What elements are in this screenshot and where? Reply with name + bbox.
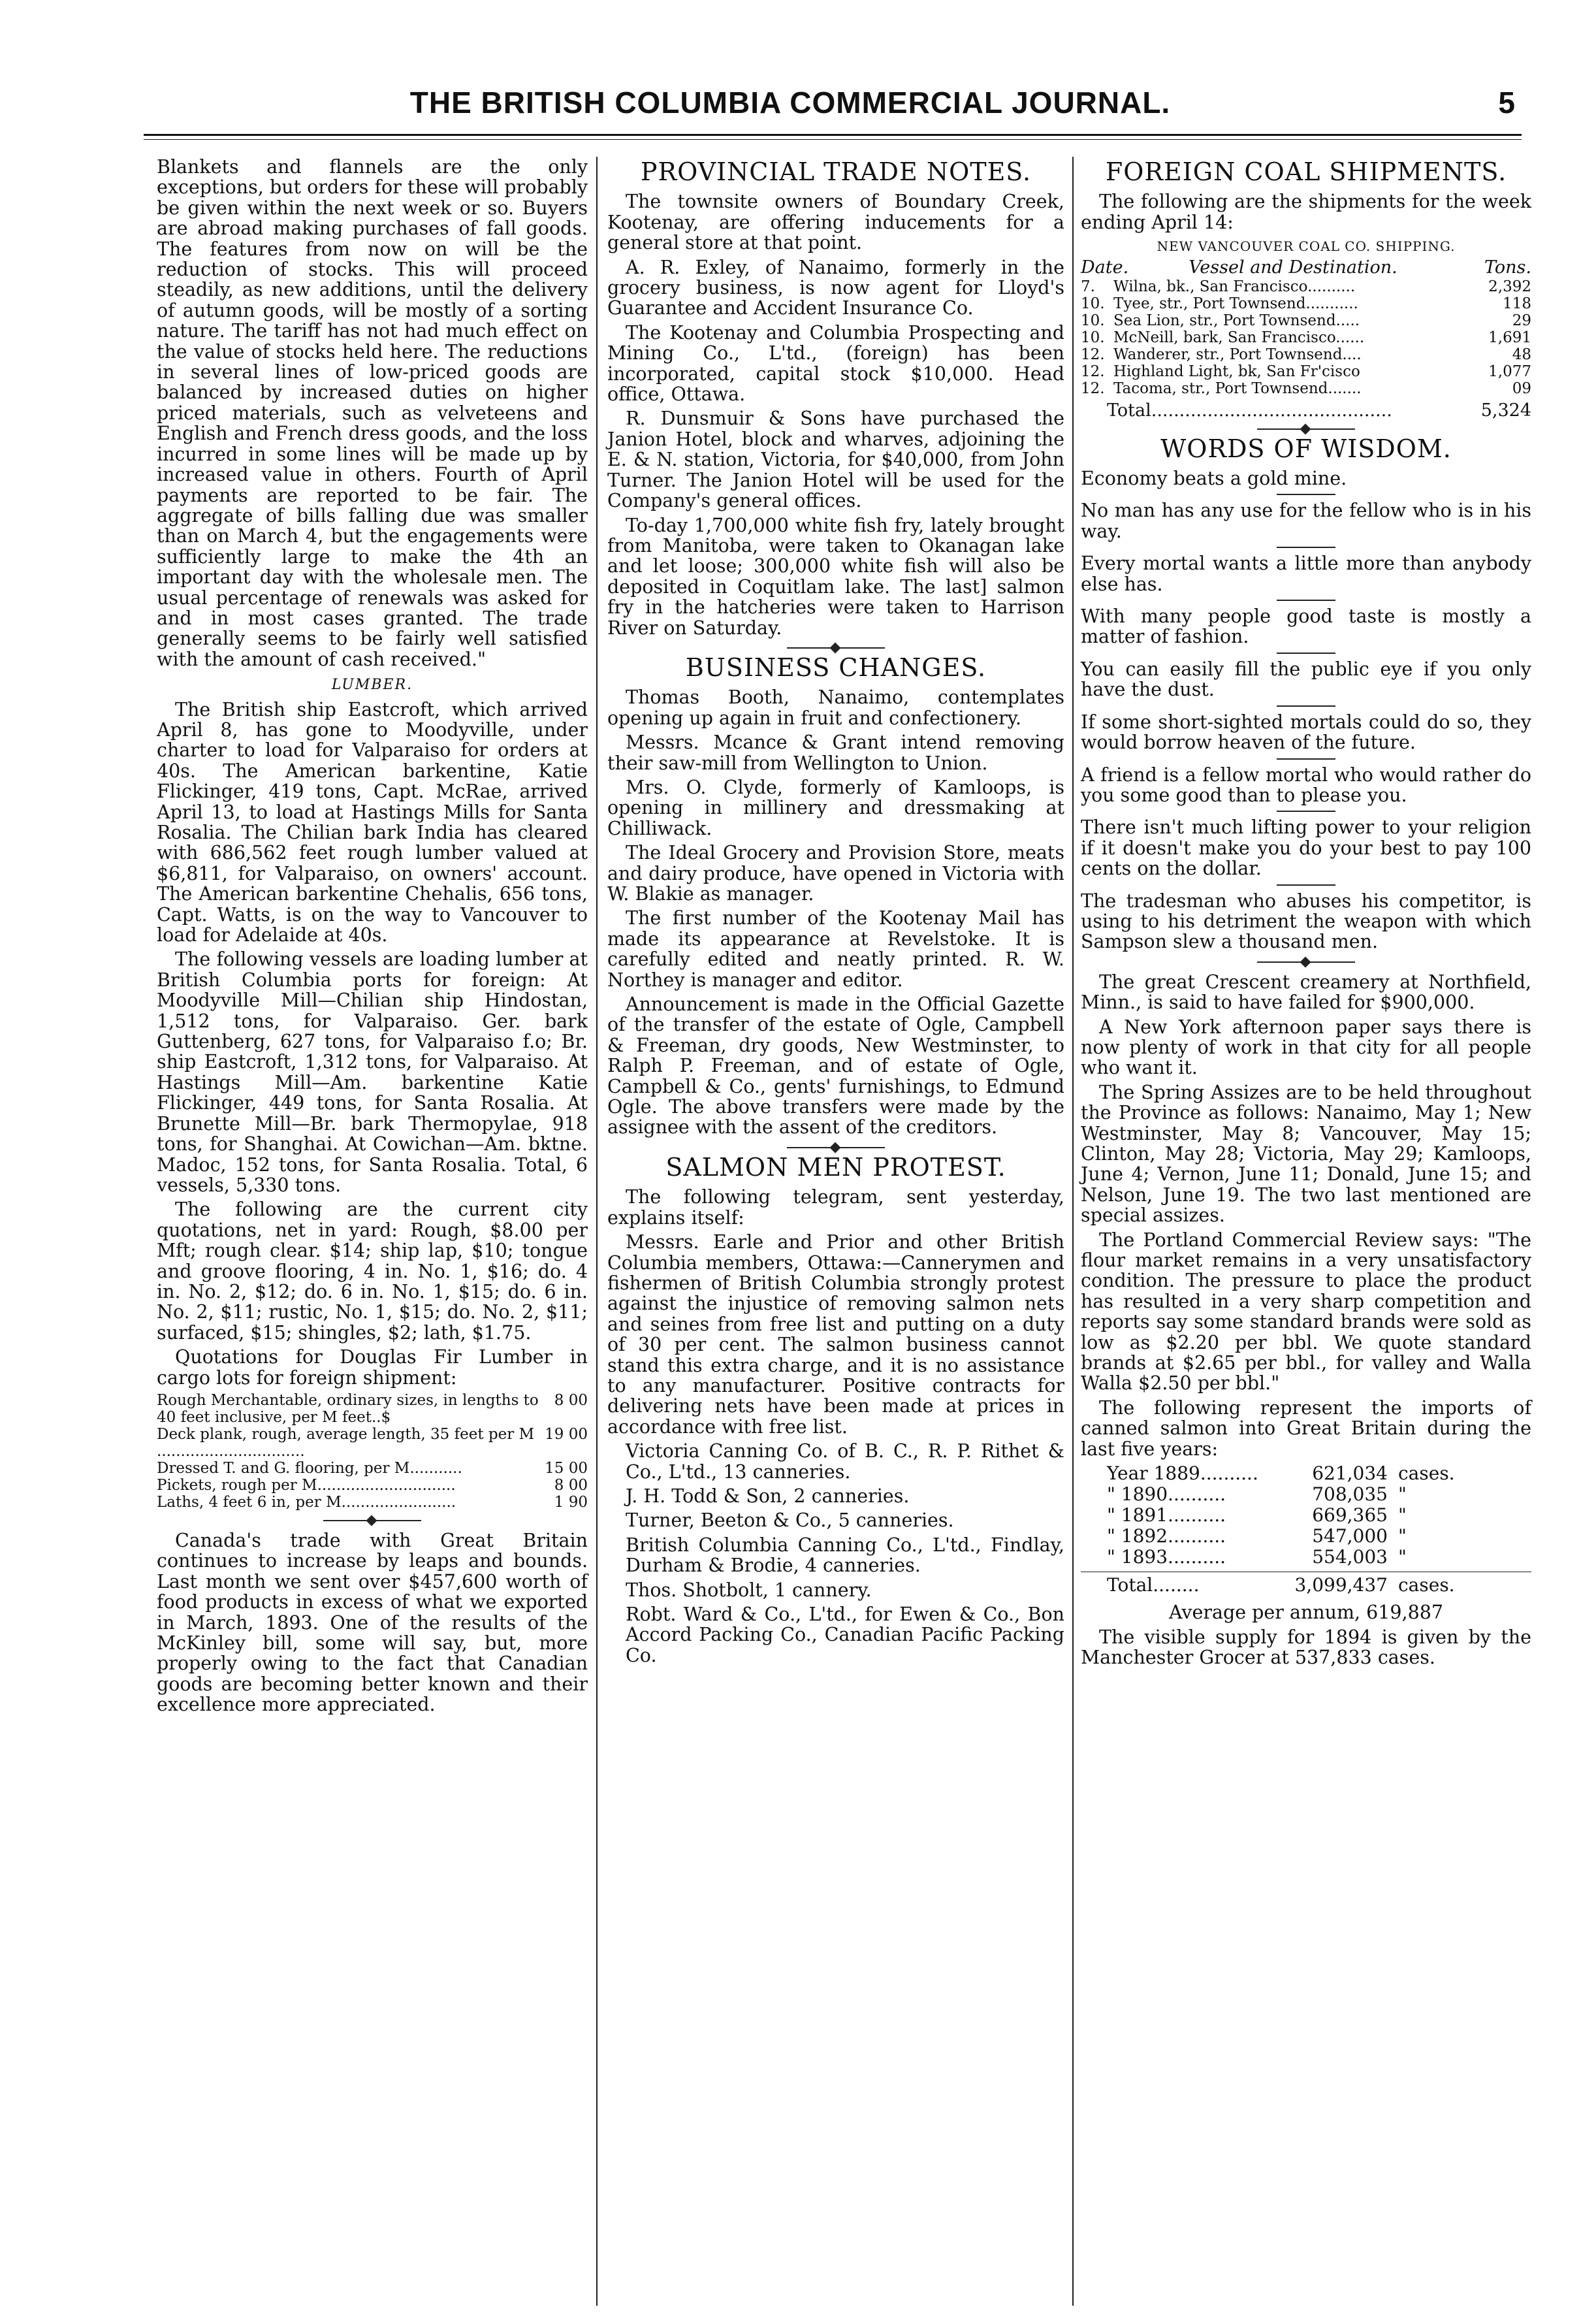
paragraph: Messrs. Mcance & Grant intend removing their saw-mill from Wellington to Union. — [607, 732, 1064, 774]
short-rule — [1277, 705, 1335, 707]
signer: Turner, Beeton & Co., 5 canneries. — [626, 1509, 954, 1532]
cell-date: 12. — [1081, 363, 1105, 380]
table-subheading: NEW VANCOUVER COAL CO. SHIPPING. — [1157, 238, 1456, 255]
table-row — [1081, 363, 1531, 380]
table-total-row — [1081, 1572, 1531, 1596]
cell-unit: cases. — [1398, 1462, 1455, 1485]
header-rule — [144, 134, 1522, 136]
cell-vessel: Tacoma, str., Port Townsend....... — [1113, 379, 1362, 397]
paragraph: The following represent the imports of canned salmon into Great Britain during the last five years: — [1081, 1396, 1531, 1460]
paragraph: The first number of the Kootenay Mail has made its appearance at Revelstoke. It is carefully edited and neatly printed. R. W. Northey is manager and editor. — [607, 907, 1064, 991]
saying: You can easily fill the public eye if you only have the dust. — [1081, 658, 1531, 701]
item-value: 15 00 — [545, 1459, 588, 1477]
paragraph: The following vessels are loading lumber at British Columbia ports for foreign: At Moodyville Mill—Chilian ship Hindostan, 1,512 tons, for Valparaiso. Ger. bark Guttenberg, 627 tons, for Valparaiso f.o; Br. ship Eastcroft, 1,312 tons, for Valparaiso. At Hastings Mill—Am. barkentine Katie Flickinger, 449 tons, for Santa Rosalia. At Brunette Mill—Br. bark Thermopylae, 918 tons, for Shanghai. At Cowichan—Am. bktne. Madoc, 152 tons, for Santa Rosalia. Total, 6 vessels, 5,330 tons. — [157, 948, 588, 1196]
short-rule — [1277, 884, 1335, 886]
item-label: Rough Merchantable, ordinary sizes, in lengths to 40 feet inclusive, per M feet..$ — [157, 1391, 539, 1426]
section-heading-salmon-men-protest: SALMON MEN PROTEST. — [665, 1152, 1006, 1182]
cell-date: 10. — [1081, 329, 1105, 346]
cell-vessel: Tyee, str., Port Townsend........... — [1113, 295, 1358, 312]
cell-vessel: Highland Light, bk, San Fr'cisco — [1113, 363, 1360, 380]
paragraph: The Ideal Grocery and Provision Store, meats and dairy produce, have opened in Victoria with W. Blakie as manager. — [607, 842, 1064, 905]
short-rule — [1277, 600, 1335, 601]
cell-tons: 09 — [1512, 379, 1531, 397]
short-rule — [1277, 547, 1335, 548]
paragraph: Messrs. Earle and Prior and other British Columbia members, Ottawa:—Cannerymen and fishermen of British Columbia strongly protest against the injustice of removing salmon nets and seines from free list and putting on a duty of 30 per cent. The salmon business cannot stand this extra charge, and it is no assistance to any manufacturer. Positive contracts for delivering nets have been made at prices in accordance with free list. — [607, 1231, 1064, 1438]
section-heading-words-of-wisdom: WORDS OF WISDOM. — [1160, 434, 1452, 463]
paragraph: R. Dunsmuir & Sons have purchased the Janion Hotel, block and wharves, adjoining the E. & N. station, Victoria, for $40,000, from John Turner. The Janion Hotel will be used for the Company's general offices. — [607, 408, 1064, 512]
table-row — [1081, 329, 1531, 346]
table-row — [1081, 1547, 1531, 1568]
cell-unit: cases. — [1398, 1574, 1455, 1596]
table-row — [1081, 346, 1531, 363]
table-row — [1081, 1526, 1531, 1547]
list-item — [157, 1494, 588, 1511]
cell-vessel: Wilna, bk., San Francisco.......... — [1113, 278, 1356, 295]
list-item — [157, 1477, 588, 1494]
col-vessel: Vessel and Destination. — [1189, 257, 1397, 278]
cell-year: " 1892.......... — [1107, 1525, 1226, 1547]
table-total-row — [1081, 402, 1531, 419]
paragraph: Quotations for Douglas Fir Lumber in cargo lots for foreign shipment: — [157, 1346, 588, 1389]
column-divider — [1072, 157, 1074, 2306]
paragraph: A New York afternoon paper says there is now plenty of work in that city for all people who want it. — [1081, 1016, 1531, 1079]
paragraph: The following are the current city quotations, net in yard: Rough, $8.00 per Mft; rough clear. $14; ship lap, $10; tongue and groove flooring, 4 in. No. 1, $16; do. 4 in. No. 2, $12; do. 6 in. No. 1, $15; do. 6 in. No. 2, $11; rustic, No. 1, $15; do. No. 2, $11; surfaced, $15; shingles, $2; lath, $1.75. — [157, 1199, 588, 1344]
column-2 — [607, 157, 1064, 2298]
paragraph: Thomas Booth, Nanaimo, contemplates opening up again in fruit and confectionery. — [607, 686, 1064, 729]
item-label: Dressed T. and G. flooring, per M........... — [157, 1459, 462, 1477]
section-divider — [1257, 428, 1355, 430]
cell-date: 12. — [1081, 346, 1105, 363]
salmon-imports-table — [1081, 1463, 1531, 1596]
section-heading-foreign-coal-shipments: FOREIGN COAL SHIPMENTS. — [1105, 157, 1507, 186]
short-rule — [1277, 494, 1335, 495]
total-value: 5,324 — [1480, 400, 1531, 421]
cell-tons: 2,392 — [1488, 278, 1531, 295]
table-row — [1081, 1505, 1531, 1526]
list-item — [157, 1392, 588, 1426]
item-label: Pickets, rough per M............................. — [157, 1476, 456, 1494]
cell-year: " 1890.......... — [1107, 1483, 1226, 1506]
col-tons: Tons. — [1484, 257, 1531, 278]
cell-year: " 1893.......... — [1107, 1546, 1226, 1568]
cell-vessel: Wanderer, str., Port Townsend.... — [1113, 346, 1362, 363]
cell-value: 554,003 — [1312, 1546, 1388, 1568]
coal-shipments-table — [1081, 257, 1531, 419]
item-value: 8 00 — [554, 1476, 588, 1494]
table-row — [1081, 278, 1531, 295]
section-heading-lumber: LUMBER. — [331, 677, 413, 694]
cell-year: " 1891.......... — [1107, 1504, 1226, 1526]
total-label: Total........................................... — [1107, 400, 1392, 421]
cell-tons: 1,691 — [1488, 329, 1531, 346]
paragraph: The following telegram, sent yesterday, explains itself: — [607, 1186, 1064, 1229]
paragraph: The Portland Commercial Review says: "The flour market remains in a very unsatisfactory condition. The pressure to place the product has resulted in a very sharp competition and reports say some standard brands were sold as low as $2.20 per bbl. We quote standard brands at $2.65 per bbl., for valley and Walla Walla $2.50 per bbl." — [1081, 1229, 1531, 1395]
paragraph: The Kootenay and Columbia Prospecting and Mining Co., L'td., (foreign) has been incorporated, capital stock $10,000. Head office, Ottawa. — [607, 321, 1064, 406]
paragraph: The Spring Assizes are to be held throughout the Province as follows: Nanaimo, May 1; New Westminster, May 8; Vancouver, May 15; Clinton, May 28; Victoria, May 29; Kamloops, June 4; Vernon, June 11; Donald, June 15; and Nelson, June 19. The two last mentioned are special assizes. — [1081, 1081, 1531, 1227]
paragraph: Blankets and flannels are the only exceptions, but orders for these will probably be given within the next week or so. Buyers are abroad making purchases of fall goods. The features from now on will be the reduction of stocks. This will proceed steadily, as new additions, until the delivery of autumn goods, will be mostly of a sorting nature. The tariff has not had much effect on the value of stocks held here. The reductions in several lines of low-priced goods are balanced by increased duties on higher priced materials, such as velveteens and English and French dress goods, and the loss incurred in some lines will be made up by increased value in others. Fourth of April payments are reported to be fair. The aggregate of bills falling due was smaller than on March 4, but the engagements were sufficiently large to make the 4th an important day with the wholesale men. The usual percentage of renewals was asked for and in most cases granted. The trade generally seems to be fairly well satisfied with the amount of cash received." — [157, 156, 588, 670]
paragraph: The townsite owners of Boundary Creek, Kootenay, are offering inducements for a general store at that point. — [607, 191, 1064, 254]
saying: Every mortal wants a little more than anybody else has. — [1081, 553, 1531, 595]
table-header — [1081, 257, 1531, 278]
cell-unit: " — [1398, 1546, 1407, 1568]
saying: The tradesman who abuses his competitor, is using to his detriment the weapon with which Sampson slew a thousand men. — [1081, 890, 1531, 953]
cell-value: 669,365 — [1312, 1504, 1388, 1526]
table-row — [1081, 295, 1531, 312]
column-1 — [157, 157, 588, 2298]
saying: With many people good taste is mostly a matter of fashion. — [1081, 605, 1531, 648]
cell-date: 10. — [1081, 295, 1105, 312]
section-divider — [787, 1147, 885, 1148]
journal-title: THE BRITISH COLUMBIA COMMERCIAL JOURNAL. — [409, 86, 1171, 120]
cell-value: 3,099,437 — [1294, 1574, 1388, 1596]
paragraph: Announcement is made in the Official Gazette of the transfer of the estate of Ogle, Campbell & Freeman, dry goods, New Westminster, to Ralph P. Freeman, and of estate of Ogle, Campbell & Co., gents' furnishings, to Edmund Ogle. The above transfers were made by the assignee with the assent of the creditors. — [607, 993, 1064, 1138]
cell-tons: 118 — [1503, 295, 1531, 312]
paragraph: The great Crescent creamery at Northfield, Minn., is said to have failed for $900,000. — [1081, 971, 1531, 1014]
cell-date: 7. — [1081, 278, 1095, 295]
cell-year: Year 1889.......... — [1107, 1462, 1258, 1485]
cell-tons: 1,077 — [1488, 363, 1531, 380]
item-value: 19 00 — [545, 1425, 588, 1443]
paragraph: Canada's trade with Great Britain continues to increase by leaps and bounds. Last month we sent over $457,600 worth of food products in excess of what we exported in March, 1893. One of the results of the McKinley bill, some will say, but, more properly owing to the fact that Canadian goods are becoming better known and their excellence more appreciated. — [157, 1529, 588, 1716]
table-row — [1081, 312, 1531, 329]
table-row — [1081, 380, 1531, 397]
masthead — [39, 85, 1541, 137]
item-value: 1 90 — [554, 1493, 588, 1511]
cell-unit: " — [1398, 1483, 1407, 1506]
paragraph: The British ship Eastcroft, which arrived April 8, has gone to Moodyville, under charter to load for Valparaiso for orders at 40s. The American barkentine, Katie Flickinger, 419 tons, Capt. McRae, arrived April 13, to load at Hastings Mills for Santa Rosalia. The Chilian bark India has cleared with 686,562 feet rough lumber valued at $6,811, for Valparaiso, on owners' account. The American barkentine Chehalis, 656 tons, Capt. Watts, is on the way to Vancouver to load for Adelaide at 40s. — [157, 698, 588, 946]
cell-tons: 29 — [1512, 312, 1531, 329]
page-number: 5 — [1498, 86, 1515, 120]
section-divider — [787, 647, 885, 649]
list-item — [157, 1426, 588, 1460]
paragraph: The visible supply for 1894 is given by the Manchester Grocer at 537,833 cases. — [1081, 1626, 1531, 1668]
section-divider — [1257, 961, 1355, 963]
paragraph: The following are the shipments for the week ending April 14: — [1081, 191, 1531, 233]
cell-value: 708,035 — [1312, 1483, 1388, 1506]
col-date: Date. — [1081, 257, 1129, 278]
cell-unit: " — [1398, 1504, 1407, 1526]
paragraph: Mrs. O. Clyde, formerly of Kamloops, is opening in millinery and dressmaking at Chilliwack. — [607, 776, 1064, 839]
short-rule — [1277, 811, 1335, 812]
table-row — [1081, 1484, 1531, 1505]
short-rule — [1277, 653, 1335, 654]
cell-unit: " — [1398, 1525, 1407, 1547]
signer: Robt. Ward & Co., L'td., for Ewen & Co., Bon Accord Packing Co., Canadian Pacific Packing Co. — [626, 1604, 1064, 1666]
short-rule — [1277, 758, 1335, 760]
signer: J. H. Todd & Son, 2 canneries. — [626, 1485, 910, 1507]
cell-value: 621,034 — [1312, 1462, 1388, 1485]
cell-vessel: Sea Lion, str., Port Townsend..... — [1113, 312, 1360, 329]
saying: A friend is a fellow mortal who would rather do you some good than to please you. — [1081, 764, 1531, 806]
item-label: Deck plank, rough, average length, 35 feet per M ............................... — [157, 1425, 535, 1460]
signer: Thos. Shotbolt, 1 cannery. — [626, 1579, 872, 1601]
header-rule-thin — [144, 139, 1522, 140]
signer: British Columbia Canning Co., L'td., Findlay, Durham & Brodie, 4 canneries. — [626, 1534, 1064, 1577]
section-heading-business-changes: BUSINESS CHANGES. — [685, 653, 987, 682]
signer: Victoria Canning Co. of B. C., R. P. Rithet & Co., L'td., 13 canneries. — [626, 1440, 1064, 1483]
item-value: 8 00 — [554, 1391, 588, 1409]
paragraph: To-day 1,700,000 white fish fry, lately brought from Manitoba, were taken to Okanagan lake and let loose; 300,000 white fish will also be deposited in Coquitlam lake. The last] salmon fry in the hatcheries were taken to Harrison River on Saturday. — [607, 514, 1064, 639]
column-divider — [596, 157, 598, 2306]
section-heading-provincial-trade-notes: PROVINCIAL TRADE NOTES. — [640, 157, 1032, 186]
cell-vessel: McNeill, bark, San Francisco...... — [1113, 329, 1365, 346]
cell-date: 12. — [1081, 379, 1105, 397]
item-label: Laths, 4 feet 6 in, per M........................ — [157, 1493, 456, 1511]
cell-value: 547,000 — [1312, 1525, 1388, 1547]
price-list — [157, 1392, 588, 1511]
paragraph: Average per annum, 619,887 — [1168, 1602, 1444, 1624]
paragraph: A. R. Exley, of Nanaimo, formerly in the grocery business, is now agent for Lloyd's Guarantee and Accident Insurance Co. — [607, 256, 1064, 319]
cell-year: Total........ — [1107, 1574, 1200, 1596]
cell-tons: 48 — [1512, 346, 1531, 363]
cell-date: 10. — [1081, 312, 1105, 329]
table-row — [1081, 1463, 1531, 1484]
saying: No man has any use for the fellow who is in his way. — [1081, 500, 1531, 542]
section-divider — [323, 1520, 421, 1521]
saying: If some short-sighted mortals could do so, they would borrow heaven of the future. — [1081, 711, 1531, 754]
saying: Economy beats a gold mine. — [1081, 468, 1347, 490]
column-3 — [1081, 157, 1531, 2298]
list-item — [157, 1460, 588, 1477]
saying: There isn't much lifting power to your religion if it doesn't make you do your best to pay 100 cents on the dollar. — [1081, 816, 1531, 880]
